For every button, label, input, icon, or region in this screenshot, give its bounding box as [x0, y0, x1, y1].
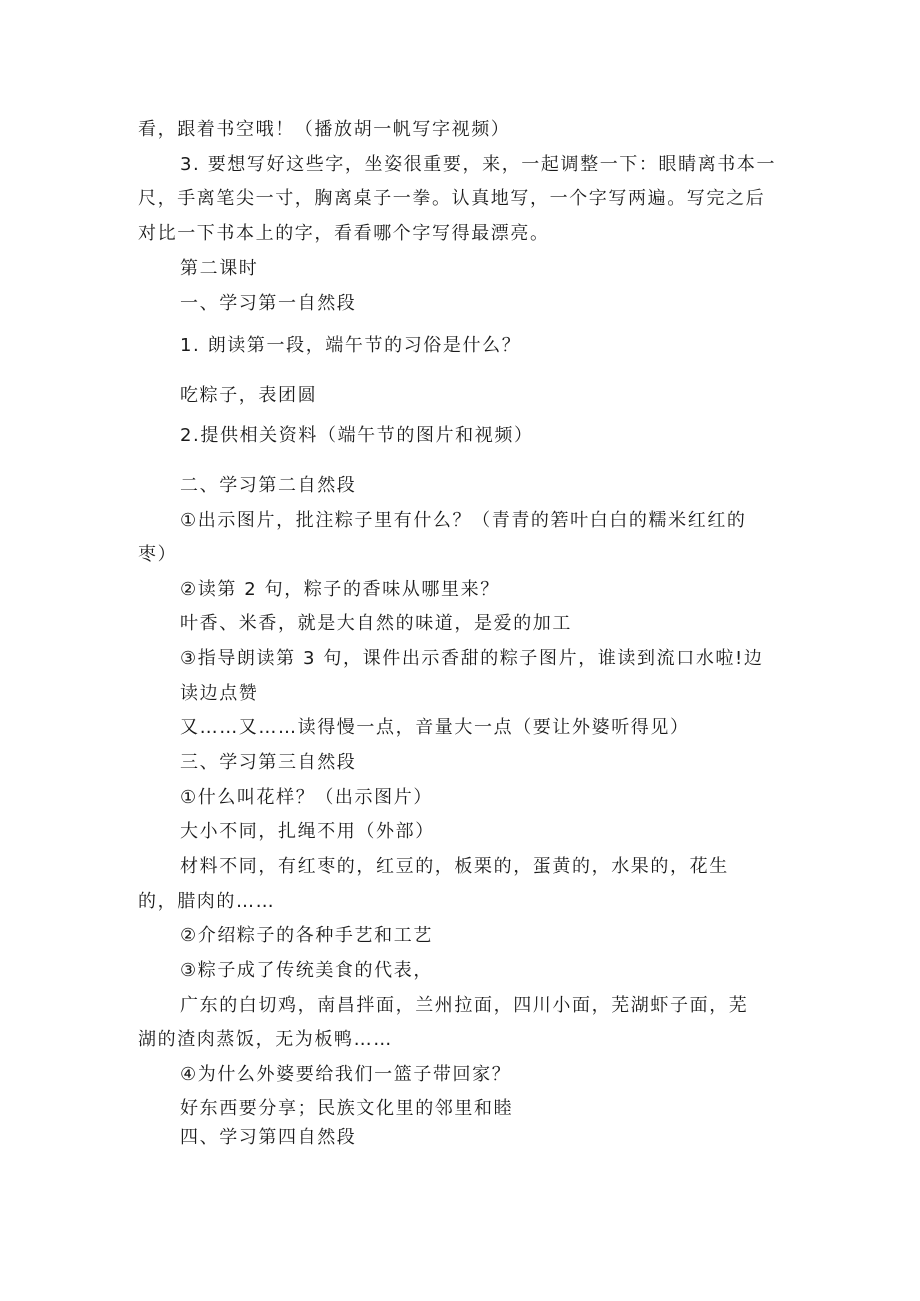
- text-line: ①出示图片，批注粽子里有什么？（青青的箬叶白白的糯米红红的: [180, 510, 747, 531]
- text-line: 的，腊肉的……: [138, 891, 276, 912]
- text-line: 大小不同，扎绳不用（外部）: [180, 821, 435, 842]
- text-line: 又……又……读得慢一点，音量大一点（要让外婆听得见）: [180, 717, 690, 738]
- text-line: 对比一下书本上的字，看看哪个字写得最漂亮。: [138, 223, 550, 244]
- text-line: 看，跟着书空哦！（播放胡一帆写字视频）: [138, 119, 511, 140]
- text-line: 湖的渣肉蒸饭，无为板鸭……: [138, 1029, 393, 1050]
- text-line: ②介绍粽子的各种手艺和工艺: [180, 925, 433, 946]
- section-heading: 一、学习第一自然段: [180, 293, 357, 314]
- section-heading: 四、学习第四自然段: [180, 1127, 357, 1148]
- text-line: 叶香、米香，就是大自然的味道，是爱的加工: [180, 613, 572, 634]
- section-heading: 三、学习第三自然段: [180, 752, 357, 773]
- text-line: ③粽子成了传统美食的代表，: [180, 960, 433, 981]
- text-line: 枣）: [138, 544, 178, 565]
- text-line: 读边点赞: [180, 683, 259, 704]
- section-heading: 第二课时: [180, 258, 259, 279]
- text-line: 1. 朗读第一段，端午节的习俗是什么？: [180, 335, 522, 356]
- text-line: ④为什么外婆要给我们一篮子带回家？: [180, 1064, 512, 1085]
- text-line: ①什么叫花样？（出示图片）: [180, 787, 433, 808]
- text-line: 尺，手离笔尖一寸，胸离桌子一拳。认真地写，一个字写两遍。写完之后: [138, 188, 766, 209]
- text-line: ②读第 2 句，粽子的香味从哪里来？: [180, 579, 500, 600]
- section-heading: 二、学习第二自然段: [180, 475, 357, 496]
- text-line: ③指导朗读第 3 句，课件出示香甜的粽子图片，谁读到流口水啦!边: [180, 648, 764, 669]
- text-line: 3. 要想写好这些字，坐姿很重要，来，一起调整一下：眼睛离书本一: [180, 154, 777, 175]
- text-line: 好东西要分享；民族文化里的邻里和睦: [180, 1098, 514, 1119]
- text-line: 吃粽子，表团圆: [180, 385, 318, 406]
- text-line: 2.提供相关资料（端午节的图片和视频）: [180, 425, 534, 446]
- text-line: 材料不同，有红枣的，红豆的，板栗的，蛋黄的，水果的，花生: [180, 856, 729, 877]
- text-line: 广东的白切鸡，南昌拌面，兰州拉面，四川小面，芜湖虾子面，芜: [180, 995, 749, 1016]
